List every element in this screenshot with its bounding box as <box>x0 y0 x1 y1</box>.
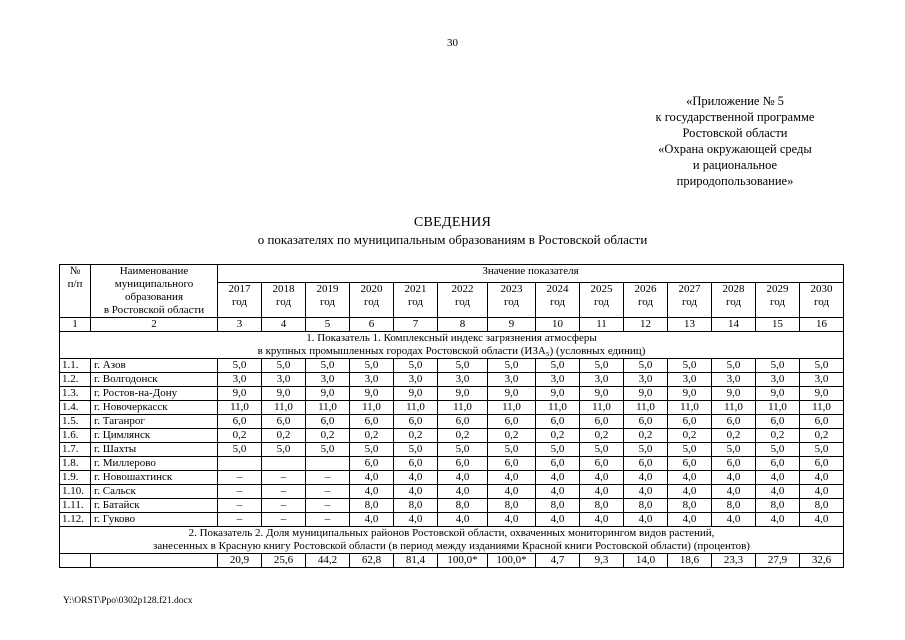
row-value: 20,9 <box>218 554 262 568</box>
row-value: 0,2 <box>218 429 262 443</box>
row-value: 4,0 <box>668 471 712 485</box>
row-value: 11,0 <box>624 401 668 415</box>
row-value: 0,2 <box>306 429 350 443</box>
row-value: 0,2 <box>800 429 844 443</box>
row-value: – <box>262 513 306 527</box>
row-value: 0,2 <box>536 429 580 443</box>
row-value: 81,4 <box>394 554 438 568</box>
row-value: – <box>218 485 262 499</box>
appendix-line: «Охрана окружающей среды <box>658 142 812 156</box>
row-value: 5,0 <box>262 359 306 373</box>
document-subtitle: о показателях по муниципальным образованиям в Ростовской области <box>257 232 648 247</box>
table-row <box>60 429 844 443</box>
row-value <box>306 457 350 471</box>
row-value: 6,0 <box>394 457 438 471</box>
column-number: 1 <box>60 318 91 332</box>
row-value: 5,0 <box>394 359 438 373</box>
row-number: 1.10. <box>60 485 91 499</box>
row-value: 9,0 <box>624 387 668 401</box>
row-value: 6,0 <box>712 457 756 471</box>
row-value: 9,0 <box>800 387 844 401</box>
row-value: 4,0 <box>394 513 438 527</box>
row-value: 9,0 <box>668 387 712 401</box>
row-number: 1.9. <box>60 471 91 485</box>
appendix-line: к государственной программе <box>655 110 815 124</box>
row-value: 3,0 <box>306 373 350 387</box>
row-value: 4,0 <box>800 513 844 527</box>
row-value: 4,0 <box>394 471 438 485</box>
row-value: 6,0 <box>394 415 438 429</box>
row-value: 9,0 <box>756 387 800 401</box>
row-value: 100,0* <box>438 554 488 568</box>
row-value: 9,0 <box>438 387 488 401</box>
table-row <box>60 373 844 387</box>
row-value: 5,0 <box>756 443 800 457</box>
row-value: – <box>306 499 350 513</box>
row-value: 4,0 <box>488 485 536 499</box>
row-value: 4,0 <box>756 513 800 527</box>
header-year: 2021 год <box>394 283 438 318</box>
row-value: 11,0 <box>262 401 306 415</box>
header-year: 2019 год <box>306 283 350 318</box>
row-value: 3,0 <box>756 373 800 387</box>
row-value: 11,0 <box>394 401 438 415</box>
row-value: 8,0 <box>800 499 844 513</box>
row-value: 4,0 <box>712 471 756 485</box>
row-value: 4,0 <box>668 485 712 499</box>
row-value: 6,0 <box>624 415 668 429</box>
row-value: 11,0 <box>488 401 536 415</box>
header-year: 2018 год <box>262 283 306 318</box>
row-value: 9,0 <box>536 387 580 401</box>
header-name: Наименование муниципального образования в Ростовской области <box>91 265 218 318</box>
row-value: – <box>306 485 350 499</box>
row-value: 23,3 <box>712 554 756 568</box>
row-value: 0,2 <box>438 429 488 443</box>
header-value-group: Значение показателя <box>218 265 844 283</box>
row-value: 9,0 <box>712 387 756 401</box>
row-name: г. Ростов-на-Дону <box>91 387 218 401</box>
row-number: 1.4. <box>60 401 91 415</box>
row-value: 6,0 <box>668 415 712 429</box>
header-year: 2029 год <box>756 283 800 318</box>
row-value: 6,0 <box>624 457 668 471</box>
column-number: 7 <box>394 318 438 332</box>
row-value: 6,0 <box>350 457 394 471</box>
row-value: 5,0 <box>624 443 668 457</box>
row-value: 11,0 <box>580 401 624 415</box>
row-value: 0,2 <box>580 429 624 443</box>
row-value: 4,0 <box>488 471 536 485</box>
row-value: 6,0 <box>488 457 536 471</box>
row-value: 6,0 <box>800 415 844 429</box>
table-row <box>60 401 844 415</box>
row-value: 0,2 <box>668 429 712 443</box>
page-number: 30 <box>447 37 458 49</box>
row-value: – <box>262 485 306 499</box>
row-value: 4,0 <box>580 513 624 527</box>
row-name: г. Новочеркасск <box>91 401 218 415</box>
appendix-line: и рациональное <box>692 158 778 172</box>
appendix-line: Ростовской области <box>682 126 788 140</box>
row-value: 4,0 <box>624 471 668 485</box>
row-value: 8,0 <box>580 499 624 513</box>
row-name: г. Таганрог <box>91 415 218 429</box>
file-path: Y:\ORST\Ppo\0302p128.f21.docx <box>63 596 193 606</box>
row-value: 9,3 <box>580 554 624 568</box>
row-value: – <box>306 513 350 527</box>
header-year: 2017 год <box>218 283 262 318</box>
row-value: 4,0 <box>350 513 394 527</box>
column-number: 10 <box>536 318 580 332</box>
header-year: 2023 год <box>488 283 536 318</box>
row-value: 11,0 <box>350 401 394 415</box>
row-value: – <box>306 471 350 485</box>
row-name: г. Новошахтинск <box>91 471 218 485</box>
row-number: 1.2. <box>60 373 91 387</box>
row-value: 6,0 <box>438 415 488 429</box>
row-name <box>91 554 218 568</box>
column-number: 14 <box>712 318 756 332</box>
row-value: 3,0 <box>438 373 488 387</box>
row-value: 8,0 <box>394 499 438 513</box>
row-value <box>218 457 262 471</box>
table-row <box>60 485 844 499</box>
row-name: г. Гуково <box>91 513 218 527</box>
row-value: 0,2 <box>488 429 536 443</box>
row-number: 1.1. <box>60 359 91 373</box>
row-value: 3,0 <box>262 373 306 387</box>
row-value: 0,2 <box>756 429 800 443</box>
row-value: 11,0 <box>536 401 580 415</box>
row-name: г. Миллерово <box>91 457 218 471</box>
table-row <box>60 387 844 401</box>
section-row <box>60 527 844 554</box>
row-value: 3,0 <box>536 373 580 387</box>
row-value: 0,2 <box>712 429 756 443</box>
row-value: 5,0 <box>350 443 394 457</box>
row-value: 5,0 <box>218 359 262 373</box>
row-number: 1.7. <box>60 443 91 457</box>
row-value: 3,0 <box>800 373 844 387</box>
row-value: 4,0 <box>624 485 668 499</box>
row-value: 0,2 <box>350 429 394 443</box>
row-value: 6,0 <box>306 415 350 429</box>
row-value: 4,0 <box>800 471 844 485</box>
row-value: 5,0 <box>668 359 712 373</box>
row-value: 9,0 <box>394 387 438 401</box>
row-value: 3,0 <box>350 373 394 387</box>
row-value: 4,0 <box>800 485 844 499</box>
table-row <box>60 457 844 471</box>
column-number: 2 <box>91 318 218 332</box>
row-value: – <box>218 499 262 513</box>
row-value: 5,0 <box>668 443 712 457</box>
column-number: 11 <box>580 318 624 332</box>
row-value: – <box>262 471 306 485</box>
indicators-table <box>59 264 844 568</box>
row-value: 5,0 <box>488 443 536 457</box>
row-value: – <box>218 513 262 527</box>
row-value: 4,0 <box>668 513 712 527</box>
column-number: 4 <box>262 318 306 332</box>
row-number <box>60 554 91 568</box>
row-value: 6,0 <box>800 457 844 471</box>
row-name: г. Азов <box>91 359 218 373</box>
section-2-title: 2. Показатель 2. Доля муниципальных районов Ростовской области, охваченных мониторингом видов растений, занесенных в Красную книгу Ростовской области (в период между изданиями Красной книги Ростовской области) (процентов) <box>60 527 844 554</box>
column-number: 16 <box>800 318 844 332</box>
row-value: 11,0 <box>306 401 350 415</box>
row-value: 6,0 <box>536 415 580 429</box>
row-value: 9,0 <box>262 387 306 401</box>
table-row <box>60 415 844 429</box>
row-value: 3,0 <box>218 373 262 387</box>
row-value: 9,0 <box>580 387 624 401</box>
row-value: 6,0 <box>438 457 488 471</box>
row-value: 25,6 <box>262 554 306 568</box>
row-value: 62,8 <box>350 554 394 568</box>
row-value: 11,0 <box>712 401 756 415</box>
row-value: 5,0 <box>306 443 350 457</box>
row-value: 4,0 <box>712 485 756 499</box>
row-value: 5,0 <box>438 443 488 457</box>
row-value: 11,0 <box>756 401 800 415</box>
header-year: 2024 год <box>536 283 580 318</box>
row-value: 4,7 <box>536 554 580 568</box>
appendix-line: «Приложение № 5 <box>686 94 784 108</box>
row-value: 4,0 <box>536 513 580 527</box>
row-value: 4,0 <box>438 471 488 485</box>
row-name: г. Цимлянск <box>91 429 218 443</box>
row-value: 9,0 <box>306 387 350 401</box>
row-value: 4,0 <box>536 485 580 499</box>
row-value: 5,0 <box>580 443 624 457</box>
document-title: СВЕДЕНИЯ <box>413 215 492 230</box>
column-number: 12 <box>624 318 668 332</box>
row-value: 27,9 <box>756 554 800 568</box>
row-value: 3,0 <box>668 373 712 387</box>
row-value: 3,0 <box>488 373 536 387</box>
row-value: 5,0 <box>624 359 668 373</box>
row-value: 4,0 <box>712 513 756 527</box>
appendix-header <box>600 93 870 189</box>
row-value: 3,0 <box>580 373 624 387</box>
section-1-title: 1. Показатель 1. Комплексный индекс загрязнения атмосферы в крупных промышленных городах Ростовской области (ИЗА₅) (условных единиц) <box>60 332 844 359</box>
row-value: – <box>218 471 262 485</box>
row-value: 4,0 <box>580 471 624 485</box>
row-value: 5,0 <box>580 359 624 373</box>
row-value: 5,0 <box>438 359 488 373</box>
row-value: 8,0 <box>668 499 712 513</box>
row-value: 3,0 <box>394 373 438 387</box>
row-value: 5,0 <box>306 359 350 373</box>
header-year: 2030 год <box>800 283 844 318</box>
row-value: 8,0 <box>536 499 580 513</box>
row-name: г. Волгодонск <box>91 373 218 387</box>
row-value: 4,0 <box>438 513 488 527</box>
row-value: 0,2 <box>624 429 668 443</box>
row-value: 6,0 <box>488 415 536 429</box>
row-value: 11,0 <box>668 401 712 415</box>
row-value: 4,0 <box>624 513 668 527</box>
table-row <box>60 443 844 457</box>
row-value: 8,0 <box>624 499 668 513</box>
header-year: 2022 год <box>438 283 488 318</box>
header-year: 2020 год <box>350 283 394 318</box>
column-number: 8 <box>438 318 488 332</box>
row-value: 9,0 <box>350 387 394 401</box>
row-value: 3,0 <box>624 373 668 387</box>
row-value: 4,0 <box>488 513 536 527</box>
column-number: 5 <box>306 318 350 332</box>
row-value: 0,2 <box>262 429 306 443</box>
row-value: 4,0 <box>438 485 488 499</box>
table-row <box>60 513 844 527</box>
row-value: 6,0 <box>756 415 800 429</box>
row-value: 9,0 <box>488 387 536 401</box>
row-value: 6,0 <box>350 415 394 429</box>
row-value: 6,0 <box>580 457 624 471</box>
header-year: 2028 год <box>712 283 756 318</box>
section-row <box>60 332 844 359</box>
row-value: 8,0 <box>488 499 536 513</box>
row-number: 1.6. <box>60 429 91 443</box>
row-value: 3,0 <box>712 373 756 387</box>
row-value: 4,0 <box>756 471 800 485</box>
row-value: 100,0* <box>488 554 536 568</box>
table-row <box>60 554 844 568</box>
table-row <box>60 359 844 373</box>
row-value: 9,0 <box>218 387 262 401</box>
row-value: 6,0 <box>668 457 712 471</box>
row-value: 11,0 <box>800 401 844 415</box>
row-value: 4,0 <box>394 485 438 499</box>
header-row <box>60 265 844 283</box>
row-value: 5,0 <box>800 359 844 373</box>
row-value: 6,0 <box>536 457 580 471</box>
header-year: 2027 год <box>668 283 712 318</box>
row-number: 1.8. <box>60 457 91 471</box>
row-number: 1.3. <box>60 387 91 401</box>
column-number: 3 <box>218 318 262 332</box>
row-value: 5,0 <box>712 359 756 373</box>
row-value: 11,0 <box>438 401 488 415</box>
row-value: 11,0 <box>218 401 262 415</box>
row-value: 8,0 <box>712 499 756 513</box>
column-number: 6 <box>350 318 394 332</box>
row-number: 1.11. <box>60 499 91 513</box>
column-number: 15 <box>756 318 800 332</box>
row-value: 6,0 <box>580 415 624 429</box>
row-value: 5,0 <box>536 359 580 373</box>
row-value: 4,0 <box>580 485 624 499</box>
row-value: 32,6 <box>800 554 844 568</box>
row-number: 1.5. <box>60 415 91 429</box>
row-value: 5,0 <box>488 359 536 373</box>
row-value <box>262 457 306 471</box>
row-name: г. Батайск <box>91 499 218 513</box>
row-value: 8,0 <box>438 499 488 513</box>
row-value: 8,0 <box>756 499 800 513</box>
row-number: 1.12. <box>60 513 91 527</box>
table-row <box>60 499 844 513</box>
row-value: 4,0 <box>350 471 394 485</box>
row-name: г. Шахты <box>91 443 218 457</box>
appendix-line: природопользование» <box>676 174 794 188</box>
header-num: № п/п <box>60 265 91 318</box>
row-value: 6,0 <box>218 415 262 429</box>
column-number: 13 <box>668 318 712 332</box>
row-value: 6,0 <box>712 415 756 429</box>
row-value: 5,0 <box>394 443 438 457</box>
row-value: 6,0 <box>262 415 306 429</box>
header-year: 2025 год <box>580 283 624 318</box>
row-value: 14,0 <box>624 554 668 568</box>
row-value: 0,2 <box>394 429 438 443</box>
row-value: 5,0 <box>800 443 844 457</box>
row-value: 4,0 <box>536 471 580 485</box>
row-name: г. Сальск <box>91 485 218 499</box>
row-value: 5,0 <box>350 359 394 373</box>
row-value: 8,0 <box>350 499 394 513</box>
row-value: 5,0 <box>218 443 262 457</box>
column-number: 9 <box>488 318 536 332</box>
header-year: 2026 год <box>624 283 668 318</box>
table-row <box>60 471 844 485</box>
column-numbers-row <box>60 318 844 332</box>
row-value: 5,0 <box>712 443 756 457</box>
row-value: 4,0 <box>756 485 800 499</box>
row-value: 5,0 <box>536 443 580 457</box>
row-value: 18,6 <box>668 554 712 568</box>
row-value: 4,0 <box>350 485 394 499</box>
row-value: 6,0 <box>756 457 800 471</box>
row-value: 5,0 <box>756 359 800 373</box>
row-value: 44,2 <box>306 554 350 568</box>
row-value: – <box>262 499 306 513</box>
row-value: 5,0 <box>262 443 306 457</box>
